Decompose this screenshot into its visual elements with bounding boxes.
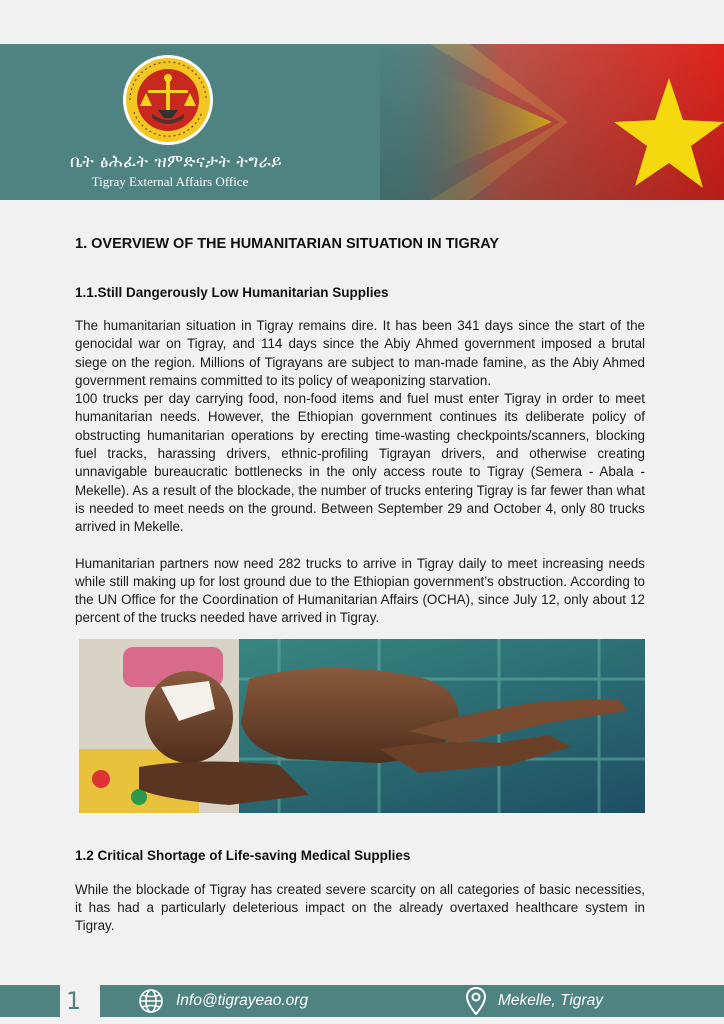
main-content (75, 236, 645, 936)
footer-location (466, 985, 603, 1017)
email-text[interactable]: Info@tigrayeao.org (176, 992, 309, 1009)
tigray-emblem-icon (122, 54, 214, 146)
subsection-title-medical: 1.2 Critical Shortage of Life-saving Medical Supplies (75, 847, 411, 863)
footer-accent-block (0, 985, 60, 1017)
paragraph-ocha: Humanitarian partners now need 282 trucks to arrive in Tigray daily to meet increasing needs while still making up for lost ground due to the Ethiopian government’s obstruction. According to the UN Office for the Coordination of Humanitarian Affairs (OCHA), since July 12, only about 12 percent of the trucks needed have arrived in Tigray. (75, 555, 645, 626)
footer (0, 985, 724, 1017)
location-text: Mekelle, Tigray (498, 992, 603, 1009)
globe-icon (138, 988, 164, 1014)
tigray-flag-star-icon (606, 78, 724, 190)
paragraph-healthcare: While the blockade of Tigray has created severe scarcity on all categories of basic necessities, it has had a particularly deleterious impact on the already overtaxed healthcare system in Tigray. (75, 881, 645, 934)
footer-email[interactable] (138, 985, 308, 1017)
location-pin-icon (466, 987, 486, 1015)
page-number: 1 (66, 987, 82, 1015)
header-banner (0, 44, 724, 200)
paragraph-trucks-needed: 100 trucks per day carrying food, non-food items and fuel must enter Tigray in order to meet humanitarian needs. However, the Ethiopian government continues its deliberate policy of obstructing humanitarian operations by erecting time-wasting checkpoints/scanners, blocking fuel tracks, harassing drivers, ethnic-profiling Tigrayan drivers, and otherwise creating unnavigable bureaucratic bottlenecks in the only access route to Tigray (Semera - Abala - Mekelle). As a result of the blockade, the number of trucks entering Tigray is far fewer than what is needed to meet needs on the ground. Between September 29 and October 4, only 80 trucks arrived in Mekelle. (75, 391, 645, 535)
org-name-english: Tigray External Affairs Office (91, 174, 249, 189)
section-title: 1. OVERVIEW OF THE HUMANITARIAN SITUATION IN TIGRAY (75, 236, 500, 252)
subsection-title-supplies: 1.1.Still Dangerously Low Humanitarian Supplies (75, 285, 389, 300)
paragraph-situation: The humanitarian situation in Tigray remains dire. It has been 341 days since the start of the genocidal war on Tigray, and 114 days since the Abiy Ahmed government imposed a brutal siege on the region. Millions of Tigrayans are subject to man-made famine, as the Abiy Ahmed government remains committed to its policy of weaponizing starvation. (75, 318, 645, 388)
malnourished-child-photo (79, 639, 645, 813)
footer-contact-bar (100, 985, 724, 1017)
org-name-amharic: ቤት ፅሕፈት ዝምድናታት ትግራይ (70, 152, 283, 172)
